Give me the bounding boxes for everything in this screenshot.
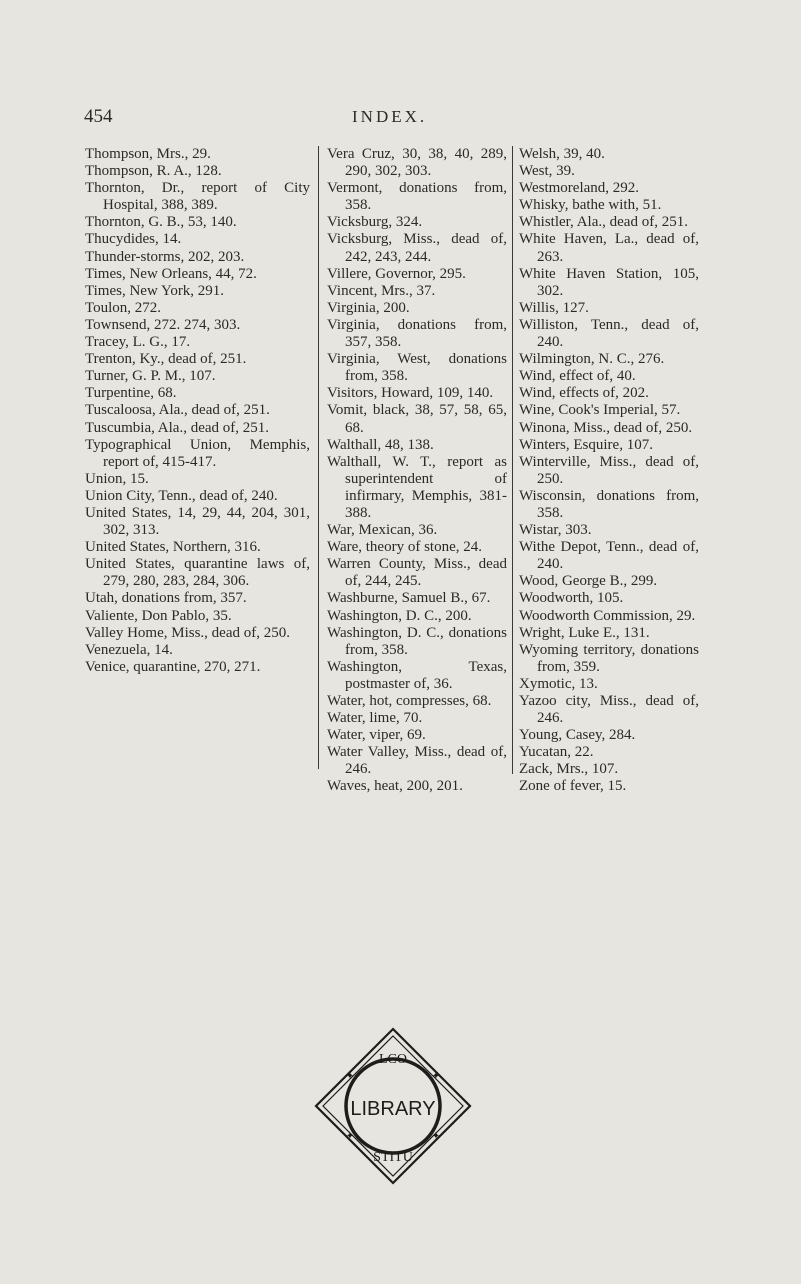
index-entry: Wine, Cook's Imperial, 57. — [519, 402, 681, 419]
index-entry: Trenton, Ky., dead of, 251. — [85, 351, 247, 368]
index-entry: White Haven Station, 105, 302. — [519, 265, 703, 299]
column-divider — [512, 146, 513, 774]
index-entry: Young, Casey, 284. — [519, 727, 636, 744]
index-entry: Union City, Tenn., dead of, 240. — [85, 487, 278, 504]
index-columns — [0, 146, 801, 795]
index-entry: Washington, D. C., donations from, 358. — [327, 624, 511, 658]
index-entry: Thunder-storms, 202, 203. — [85, 248, 245, 265]
index-entry: Zack, Mrs., 107. — [519, 761, 619, 778]
index-entry: Whistler, Ala., dead of, 251. — [519, 214, 688, 231]
index-entry: Water, hot, compresses, 68. — [327, 693, 492, 709]
index-entry: Utah, donations from, 357. — [85, 590, 247, 607]
index-entry: Walthall, W. T., report as superintendent of infirmary, Memphis, 381-388. — [327, 453, 511, 521]
index-entry: Townsend, 272. 274, 303. — [85, 316, 241, 333]
index-entry: White Haven, La., dead of, 263. — [519, 231, 703, 265]
index-entry: Thucydides, 14. — [85, 231, 182, 248]
index-entry: Union, 15. — [85, 470, 149, 487]
index-entry: Wisconsin, donations from, 358. — [519, 487, 703, 521]
index-entry: Virginia, donations from, 357, 358. — [327, 316, 511, 351]
index-entry: West, 39. — [519, 163, 575, 180]
stamp-star-icon: ✦ — [431, 1071, 441, 1082]
index-entry: Water, lime, 70. — [327, 710, 423, 727]
index-entry: Times, New Orleans, 44, 72. — [85, 265, 257, 282]
index-entry: Walthall, 48, 138. — [327, 436, 434, 453]
index-entry: Tracey, L. G., 17. — [85, 334, 191, 351]
index-entry: Woodworth, 105. — [519, 590, 624, 607]
index-entry: Withe Depot, Tenn., dead of, 240. — [519, 539, 703, 573]
index-entry: Wind, effects of, 202. — [519, 385, 649, 402]
index-entry: Washington, D. C., 200. — [327, 607, 472, 624]
index-entry: Wistar, 303. — [519, 522, 592, 539]
index-entry: Valley Home, Miss., dead of, 250. — [85, 624, 290, 641]
index-entry: Water Valley, Miss., dead of, 246. — [327, 744, 511, 778]
index-entry: Virginia, 200. — [327, 299, 410, 316]
index-entry: Yazoo city, Miss., dead of, 246. — [519, 693, 703, 727]
stamp-top-text: LCO — [379, 1052, 407, 1067]
index-entry: Williston, Tenn., dead of, 240. — [519, 316, 703, 351]
index-entry: Virginia, West, donations from, 358. — [327, 351, 511, 385]
index-entry: Welsh, 39, 40. — [519, 146, 605, 162]
index-column-1 — [85, 146, 314, 676]
index-entry: Villere, Governor, 295. — [327, 265, 466, 282]
page-title: INDEX. — [352, 107, 428, 126]
index-entry: Wyoming territory, donations from, 359. — [519, 641, 703, 675]
index-entry: Waves, heat, 200, 201. — [327, 778, 463, 795]
index-entry: Vicksburg, Miss., dead of, 242, 243, 244. — [327, 231, 511, 265]
index-entry: Typographical Union, Memphis, report of, 415-417. — [85, 436, 314, 470]
index-entry: Zone of fever, 15. — [519, 778, 627, 795]
index-column-3 — [519, 146, 703, 796]
index-entry: United States, Northern, 316. — [85, 539, 261, 556]
index-column-2 — [327, 146, 511, 796]
index-entry: Toulon, 272. — [85, 299, 162, 316]
stamp-star-icon: ✦ — [345, 1071, 355, 1082]
index-entry: Tuscumbia, Ala., dead of, 251. — [85, 419, 270, 436]
index-entry: Thornton, G. B., 53, 140. — [85, 214, 237, 231]
index-entry: Westmoreland, 292. — [519, 180, 640, 197]
column-divider — [318, 146, 319, 769]
stamp-star-icon: ✦ — [431, 1131, 441, 1142]
index-entry: Washington, Texas, postmaster of, 36. — [327, 658, 511, 692]
index-entry: Thompson, R. A., 128. — [85, 163, 222, 180]
stamp-star-icon: ✦ — [345, 1131, 355, 1142]
library-stamp-icon — [312, 1025, 474, 1187]
index-entry: Wilmington, N. C., 276. — [519, 351, 665, 368]
index-entry: Yucatan, 22. — [519, 744, 594, 761]
index-entry: Wright, Luke E., 131. — [519, 624, 650, 641]
index-entry: United States, quarantine laws of, 279, 280, 283, 284, 306. — [85, 556, 314, 590]
index-entry: Tuscaloosa, Ala., dead of, 251. — [85, 402, 270, 419]
index-entry: Wind, effect of, 40. — [519, 368, 636, 385]
stamp-bottom-text: STITU — [373, 1150, 413, 1165]
index-entry: Times, New York, 291. — [85, 282, 225, 299]
index-entry: Washburne, Samuel B., 67. — [327, 590, 491, 607]
index-entry: War, Mexican, 36. — [327, 522, 438, 539]
index-entry: Venice, quarantine, 270, 271. — [85, 658, 261, 675]
index-entry: Turpentine, 68. — [85, 385, 177, 402]
index-entry: Woodworth Commission, 29. — [519, 607, 696, 624]
page-number: 454 — [84, 106, 113, 127]
index-entry: Willis, 127. — [519, 299, 589, 316]
index-entry: Water, viper, 69. — [327, 727, 426, 744]
index-entry: Warren County, Miss., dead of, 244, 245. — [327, 556, 511, 590]
index-entry: Vicksburg, 324. — [327, 214, 423, 231]
index-entry: United States, 14, 29, 44, 204, 301, 302, 313. — [85, 504, 314, 539]
index-entry: Vincent, Mrs., 37. — [327, 282, 436, 299]
stamp-center-text: LIBRARY — [350, 1098, 436, 1120]
index-entry: Visitors, Howard, 109, 140. — [327, 385, 494, 402]
index-entry: Vera Cruz, 30, 38, 40, 289, 290, 302, 303. — [327, 146, 511, 180]
index-entry: Valiente, Don Pablo, 35. — [85, 607, 232, 624]
index-entry: Xymotic, 13. — [519, 675, 598, 692]
index-entry: Vomit, black, 38, 57, 58, 65, 68. — [327, 402, 511, 436]
index-entry: Venezuela, 14. — [85, 641, 173, 658]
library-stamp-graphic — [312, 1025, 474, 1187]
index-entry: Whisky, bathe with, 51. — [519, 197, 662, 214]
index-entry: Wood, George B., 299. — [519, 573, 658, 590]
index-entry: Ware, theory of stone, 24. — [327, 539, 482, 556]
index-entry: Turner, G. P. M., 107. — [85, 368, 216, 385]
index-entry: Winters, Esquire, 107. — [519, 436, 653, 453]
index-entry: Winona, Miss., dead of, 250. — [519, 419, 693, 436]
index-entry: Thompson, Mrs., 29. — [85, 146, 211, 162]
index-entry: Thornton, Dr., report of City Hospital, 388, 389. — [85, 180, 314, 214]
index-entry: Winterville, Miss., dead of, 250. — [519, 453, 703, 487]
index-entry: Vermont, donations from, 358. — [327, 180, 511, 214]
